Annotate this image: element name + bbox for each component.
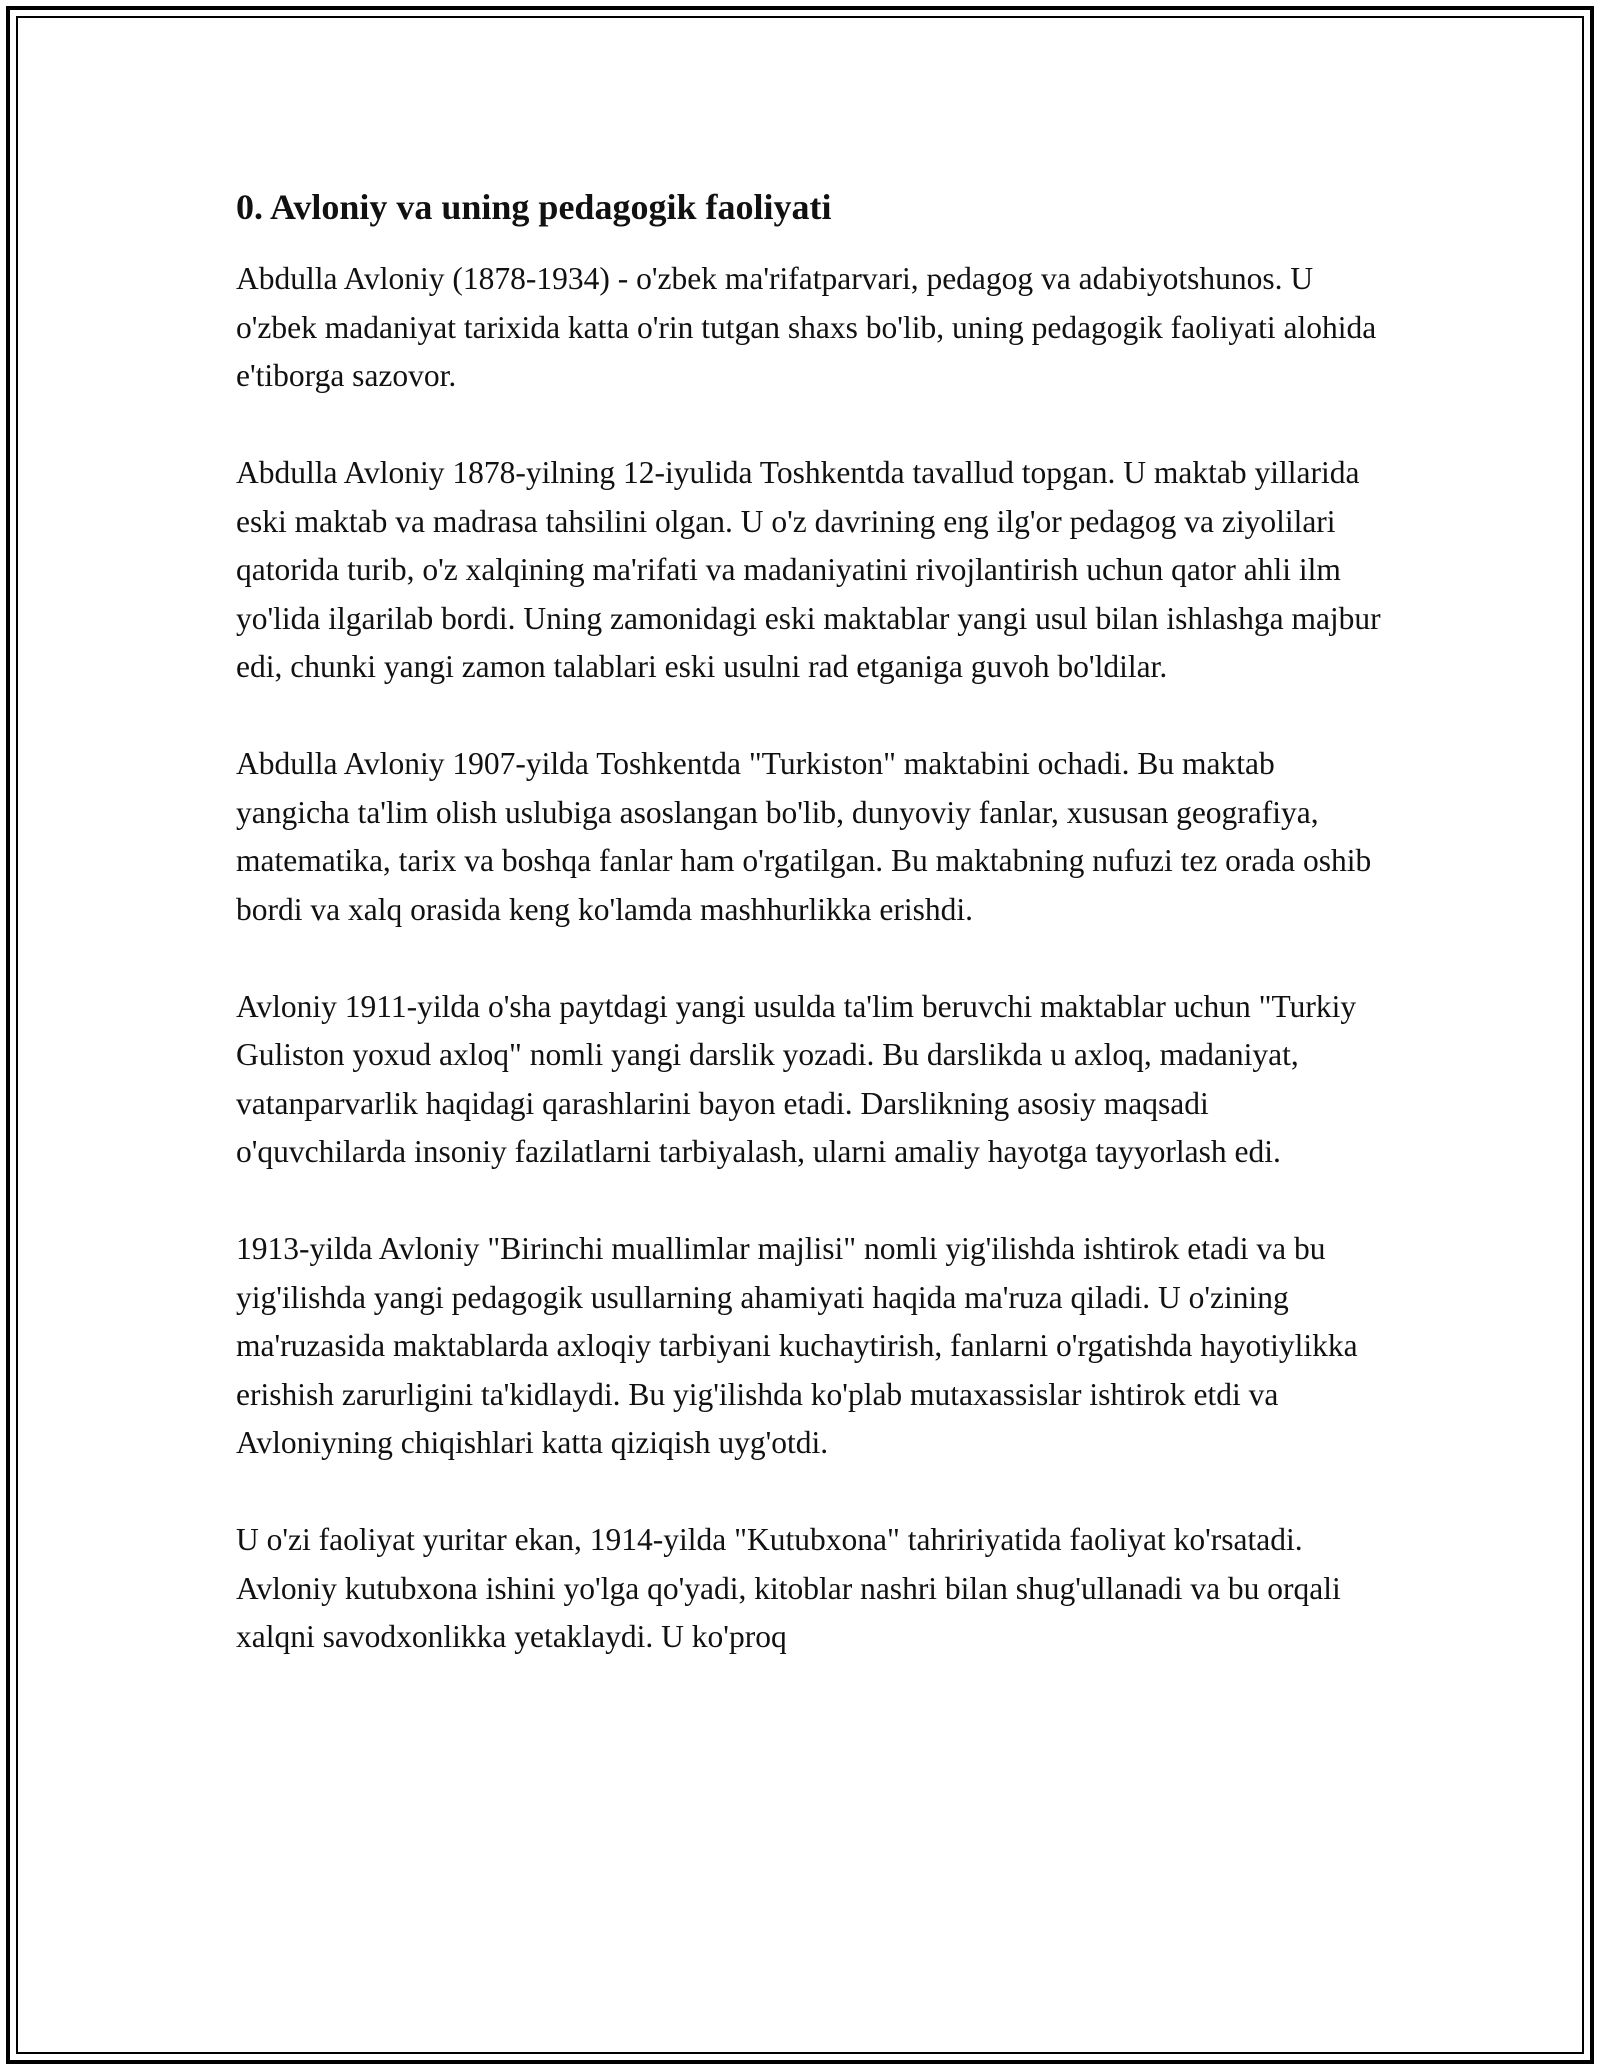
paragraph-turkiston-school: Abdulla Avloniy 1907-yilda Toshkentda "Turkiston" maktabini ochadi. Bu maktab yangicha ta'lim olish uslubiga asoslangan bo'lib, dunyoviy fanlar, xususan geografiya, matematika, tarix va boshqa fanlar ham o'rgatilgan. Bu maktabning nufuzi tez orada oshib bordi va xalq orasida keng ko'lamda mashhurlikka erishdi.: [236, 746, 1372, 927]
document-body: [236, 186, 1386, 1710]
paragraph-intro: Abdulla Avloniy (1878-1934) - o'zbek ma'rifatparvari, pedagog va adabiyotshunos. U o'zbek madaniyat tarixida katta o'rin tutgan shaxs bo'lib, uning pedagogik faoliyati alohida e'tiborga sazovor.: [236, 261, 1377, 394]
document-title: 0. Avloniy va uning pedagogik faoliyati: [236, 187, 832, 227]
paragraph-textbook: Avloniy 1911-yilda o'sha paytdagi yangi usulda ta'lim beruvchi maktablar uchun "Turkiy Guliston yoxud axloq" nomli yangi darslik yozadi. Bu darslikda u axloq, madaniyat, vatanparvarlik haqidagi qarashlarini bayon etadi. Darslikning asosiy maqsadi o'quvchilarda insoniy fazilatlarni tarbiyalash, ularni amaliy hayotga tayyorlash edi.: [236, 988, 1357, 1170]
paragraph-teachers-meeting: 1913-yilda Avloniy "Birinchi muallimlar majlisi" nomli yig'ilishda ishtirok etadi va bu yig'ilishda yangi pedagogik usullarning ahamiyati haqida ma'ruza qiladi. U o'zining ma'ruzasida maktablarda axloqiy tarbiyani kuchaytirish, fanlarni o'rgatishda hayotiylikka erishish zarurligini ta'kidlaydi. Bu yig'ilishda ko'plab mutaxassislar ishtirok etdi va Avloniyning chiqishlari katta qiziqish uyg'otdi.: [236, 1231, 1358, 1461]
paragraph-kutubxona: U o'zi faoliyat yuritar ekan, 1914-yilda "Kutubxona" tahririyatida faoliyat ko'rsatadi. Avloniy kutubxona ishini yo'lga qo'yadi, kitoblar nashri bilan shug'ullanadi va bu orqali xalqni savodxonlikka yetaklaydi. U ko'proq: [236, 1522, 1341, 1655]
paragraph-biography: Abdulla Avloniy 1878-yilning 12-iyulida Toshkentda tavallud topgan. U maktab yillarida eski maktab va madrasa tahsilini olgan. U o'z davrining eng ilg'or pedagog va ziyolilari qatorida turib, o'z xalqining ma'rifati va madaniyatini rivojlantirish uchun qator ahli ilm yo'lida ilgarilab bordi. Uning zamonidagi eski maktablar yangi usul bilan ishlashga majbur edi, chunki yangi zamon talablari eski usulni rad etganiga guvoh bo'ldilar.: [236, 455, 1381, 685]
